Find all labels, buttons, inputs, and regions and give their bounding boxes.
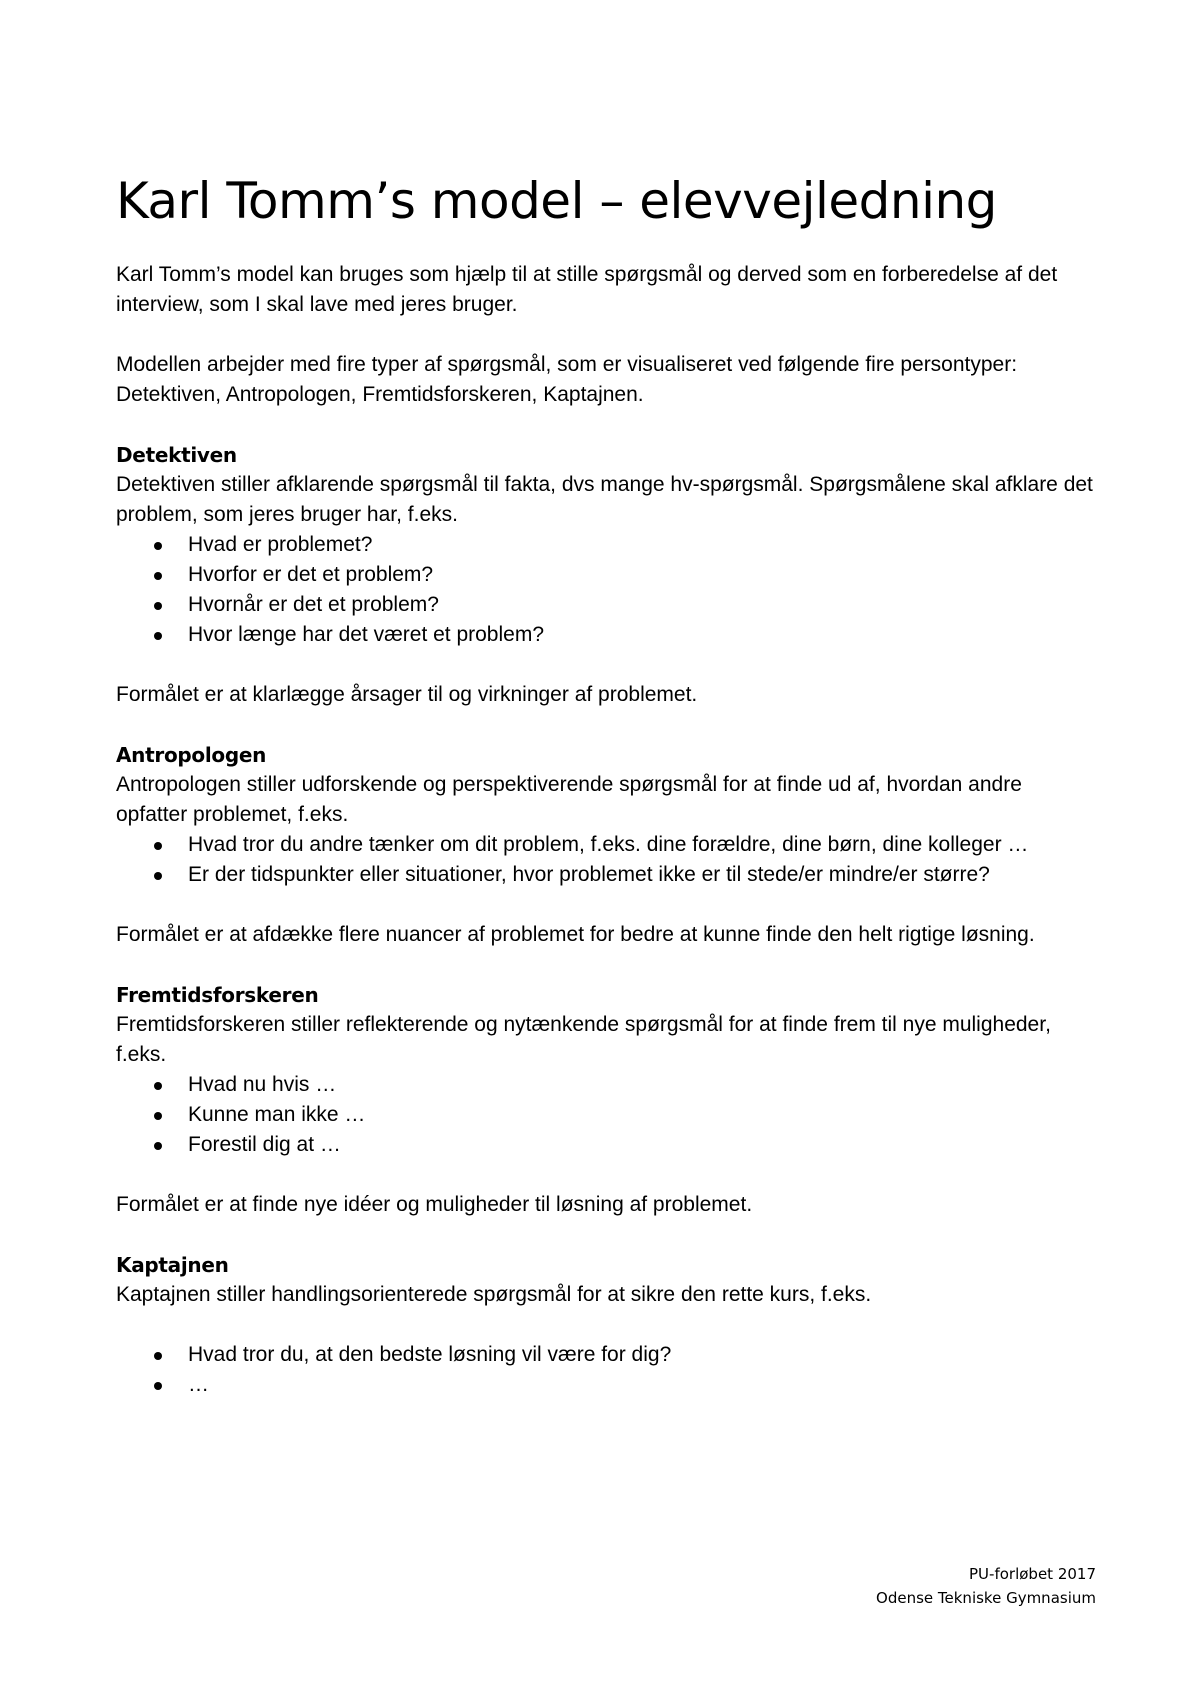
bullet-list [116,530,1096,650]
page-title: Karl Tomm’s model – elevvejledning [116,172,997,230]
list-item: Hvad nu hvis … [116,1070,1096,1100]
bullet-icon [154,842,162,850]
bullet-icon [154,1082,162,1090]
section-purpose: Formålet er at klarlægge årsager til og virkninger af problemet. [116,683,698,706]
bullet-list [116,1340,1096,1400]
list-item: Er der tidspunkter eller situationer, hvor problemet ikke er til stede/er mindre/er større? [116,860,1096,890]
list-item: … [116,1370,1096,1400]
list-item: Hvad er problemet? [116,530,1096,560]
bullet-icon [154,1112,162,1120]
footer-course: PU-forløbet 2017 [969,1565,1096,1583]
list-item: Forestil dig at … [116,1130,1096,1160]
intro-paragraph: Modellen arbejder med fire typer af spørgsmål, som er visualiseret ved følgende fire persontyper: Detektiven, Antropologen, Fremtidsforskeren, Kaptajnen. [116,353,1018,406]
bullet-icon [154,1382,162,1390]
footer-school: Odense Tekniske Gymnasium [876,1589,1096,1607]
section-heading-detektiven: Detektiven [116,443,237,467]
list-item: Hvor længe har det været et problem? [116,620,1096,650]
bullet-icon [154,1142,162,1150]
section-heading-fremtidsforskeren: Fremtidsforskeren [116,983,319,1007]
bullet-icon [154,1352,162,1360]
bullet-icon [154,602,162,610]
page-footer [876,1562,1096,1610]
bullet-list [116,830,1096,890]
list-item: Hvad tror du, at den bedste løsning vil være for dig? [116,1340,1096,1370]
bullet-icon [154,542,162,550]
bullet-icon [154,632,162,640]
section-text: Fremtidsforskeren stiller reflekterende og nytænkende spørgsmål for at finde frem til nye muligheder, f.eks. [116,1013,1051,1066]
document-page [116,170,1096,1400]
list-item: Hvorfor er det et problem? [116,560,1096,590]
section-heading-antropologen: Antropologen [116,743,267,767]
list-item: Hvad tror du andre tænker om dit problem, f.eks. dine forældre, dine børn, dine kolleger … [116,830,1096,860]
section-text: Antropologen stiller udforskende og perspektiverende spørgsmål for at finde ud af, hvordan andre opfatter problemet, f.eks. [116,773,1022,826]
section-heading-kaptajnen: Kaptajnen [116,1253,229,1277]
section-purpose: Formålet er at afdække flere nuancer af problemet for bedre at kunne finde den helt rigtige løsning. [116,923,1035,946]
intro-paragraph: Karl Tomm’s model kan bruges som hjælp til at stille spørgsmål og derved som en forberedelse af det interview, som I skal lave med jeres bruger. [116,263,1058,316]
bullet-icon [154,572,162,580]
bullet-icon [154,872,162,880]
section-text: Kaptajnen stiller handlingsorienterede spørgsmål for at sikre den rette kurs, f.eks. [116,1283,872,1306]
section-text: Detektiven stiller afklarende spørgsmål til fakta, dvs mange hv-spørgsmål. Spørgsmålene skal afklare det problem, som jeres bruger har, f.eks. [116,473,1093,526]
list-item: Kunne man ikke … [116,1100,1096,1130]
section-purpose: Formålet er at finde nye idéer og muligheder til løsning af problemet. [116,1193,753,1216]
bullet-list [116,1070,1096,1160]
list-item: Hvornår er det et problem? [116,590,1096,620]
